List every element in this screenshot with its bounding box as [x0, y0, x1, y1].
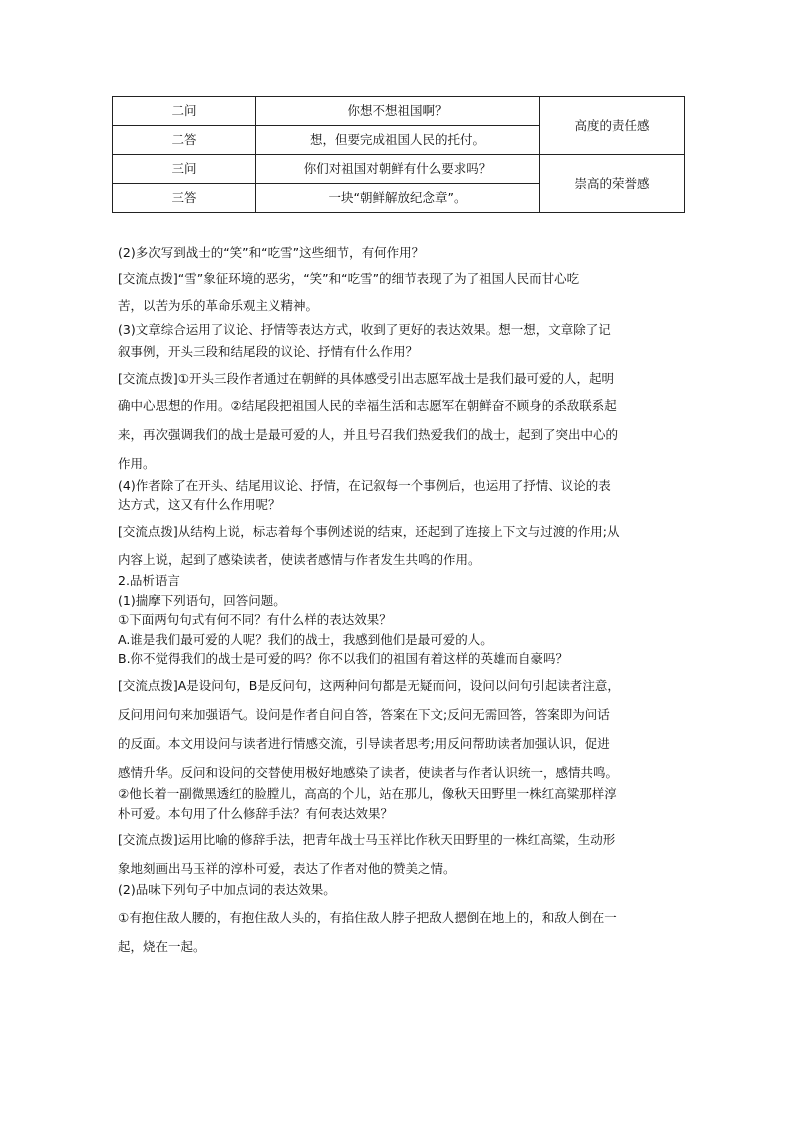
- text-line: [交流点拨]①开头三段作者通过在朝鲜的具体感受引出志愿军战士是我们最可爱的人，起明: [118, 371, 614, 386]
- text-line: [交流点拨]运用比喻的修辞手法，把青年战士马玉祥比作秋天田野里的一株红高粱，生动形: [118, 832, 616, 847]
- text-line: 来，再次强调我们的战士是最可爱的人，并且号召我们热爱我们的战士，起到了突出中心的: [118, 427, 619, 442]
- qa-table: [112, 96, 685, 213]
- text-line: [交流点拨]A是设问句，B是反问句，这两种问句都是无疑而问，设问以问句引起读者注意，: [118, 678, 620, 693]
- text-line: (3)文章综合运用了议论、抒情等表达方式，收到了更好的表达效果。想一想，文章除了记: [118, 322, 611, 337]
- row-content: 你们对祖国对朝鲜有什么要求吗？: [256, 155, 540, 184]
- text-line: 达方式，这又有什么作用呢？: [118, 497, 281, 512]
- text-line: 朴可爱。本句用了什么修辞手法？有何表达效果？: [118, 806, 394, 821]
- text-line: (4)作者除了在开头、结尾用议论、抒情，在记叙每一个事例后，也运用了抒情、议论的表: [118, 478, 611, 493]
- text-line: (2)品味下列句子中加点词的表达效果。: [118, 882, 336, 897]
- text-line: 叙事例，开头三段和结尾段的议论、抒情有什么作用？: [118, 344, 419, 359]
- text-line: 的反面。本文用设问与读者进行情感交流，引导读者思考;用反问帮助读者加强认识，促进: [118, 736, 610, 751]
- text-line: 确中心思想的作用。②结尾段把祖国人民的幸福生活和志愿军在朝鲜奋不顾身的杀敌联系起: [118, 398, 617, 413]
- table-row: [113, 155, 685, 184]
- text-line: ①有抱住敌人腰的，有抱住敌人头的，有掐住敌人脖子把敌人摁倒在地上的，和敌人倒在一: [118, 910, 617, 925]
- text-line: 2.品析语言: [118, 573, 180, 588]
- text-line: 内容上说，起到了感染读者，使读者感情与作者发生共鸣的作用。: [118, 552, 481, 567]
- row-content: 想，但要完成祖国人民的托付。: [256, 126, 540, 155]
- text-line: 反问用问句来加强语气。设问是作者自问自答，答案在下文;反问无需回答，答案即为问话: [118, 707, 610, 722]
- row-label: 二答: [113, 126, 256, 155]
- text-line: A.谁是我们最可爱的人呢？我们的战士，我感到他们是最可爱的人。: [118, 632, 493, 647]
- text-line: (1)揣摩下列语句，回答问题。: [118, 593, 286, 608]
- text-line: 象地刻画出马玉祥的淳朴可爱，表达了作者对他的赞美之情。: [118, 861, 456, 876]
- text-line: (2)多次写到战士的“笑”和“吃雪”这些细节，有何作用？: [118, 245, 425, 260]
- text-line: [交流点拨]“雪”象征环境的恶劣，“笑”和“吃雪”的细节表现了为了祖国人民而甘心吃: [118, 271, 580, 286]
- text-line: 作用。: [118, 456, 156, 471]
- row-label: 二问: [113, 97, 256, 126]
- table-row: [113, 97, 685, 126]
- row-label: 三答: [113, 184, 256, 213]
- row-content: 你想不想祖国啊？: [256, 97, 540, 126]
- text-line: 苦，以苦为乐的革命乐观主义精神。: [118, 298, 319, 313]
- text-line: [交流点拨]从结构上说，标志着每个事例述说的结束，还起到了连接上下文与过渡的作用;从: [118, 524, 620, 539]
- merged-cell: 高度的责任感: [540, 97, 685, 155]
- text-line: B.你不觉得我们的战士是可爱的吗？你不以我们的祖国有着这样的英雄而自豪吗？: [118, 651, 569, 666]
- text-line: ②他长着一副微黑透红的脸膛儿，高高的个儿，站在那儿，像秋天田野里一株红高粱那样淳: [118, 786, 617, 801]
- merged-cell: 崇高的荣誉感: [540, 155, 685, 213]
- row-content: 一块“朝鲜解放纪念章”。: [256, 184, 540, 213]
- text-line: 感情升华。反问和设问的交替使用极好地感染了读者，使读者与作者认识统一，感情共鸣。: [118, 765, 619, 780]
- text-line: ①下面两句句式有何不同？有什么样的表达效果？: [118, 612, 392, 627]
- row-label: 三问: [113, 155, 256, 184]
- text-line: 起，烧在一起。: [118, 939, 206, 954]
